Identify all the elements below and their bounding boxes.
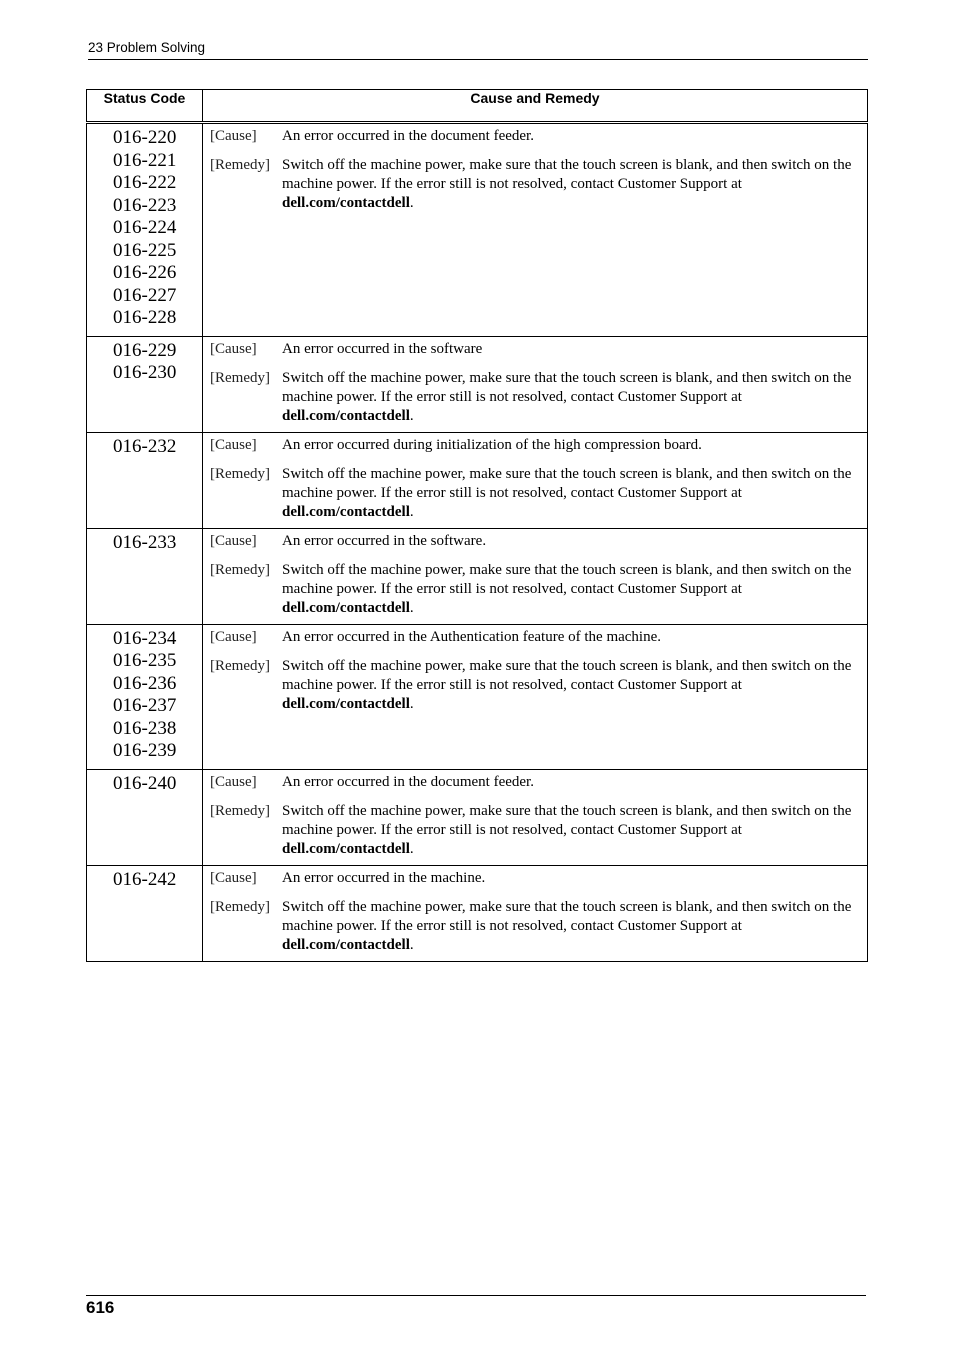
- cause-text: An error occurred during initialization of the high compression board.: [282, 436, 702, 453]
- status-code: 016-229: [113, 339, 177, 361]
- table-row: [87, 865, 868, 961]
- footer-divider: [86, 1295, 866, 1296]
- remedy-end: .: [409, 407, 414, 424]
- support-link[interactable]: dell.com/contactdell: [282, 407, 410, 424]
- remedy-tag: [Remedy]: [210, 369, 270, 386]
- table-row: [87, 624, 868, 769]
- remedy-text: Switch off the machine power, make sure that the touch screen is blank, and then switch on the machine power. If the error still is not resolved, contact Customer Support at: [282, 561, 852, 597]
- status-code-cell: [87, 769, 203, 865]
- remedy-tag: [Remedy]: [210, 157, 270, 173]
- remedy-end: .: [409, 695, 414, 712]
- support-link[interactable]: dell.com/contactdell: [282, 503, 410, 520]
- cause-remedy-cell: [203, 769, 868, 865]
- status-code: 016-238: [113, 717, 177, 739]
- status-code: 016-224: [113, 217, 177, 238]
- remedy-text: Switch off the machine power, make sure that the touch screen is blank, and then switch on the machine power. If the error still is not resolved, contact Customer Support at: [282, 802, 852, 838]
- cause-remedy-cell: [203, 432, 868, 528]
- cause-entry: [210, 127, 859, 146]
- cause-tag: [Cause]: [210, 128, 257, 144]
- cause-tag: [Cause]: [210, 340, 257, 357]
- status-code-cell: [87, 123, 203, 337]
- status-code: 016-223: [113, 194, 177, 216]
- cause-entry: [210, 628, 859, 647]
- cause-text: An error occurred in the software.: [282, 532, 487, 549]
- status-code: 016-236: [113, 672, 177, 694]
- cause-tag: [Cause]: [210, 628, 257, 645]
- status-code: 016-242: [113, 868, 177, 890]
- status-code: 016-226: [113, 262, 177, 283]
- remedy-entry: [210, 156, 859, 213]
- remedy-entry: [210, 657, 859, 714]
- cause-entry: [210, 869, 859, 888]
- table-header-row: [87, 90, 868, 123]
- remedy-tag: [Remedy]: [210, 561, 270, 578]
- cause-text: An error occurred in the document feeder.: [282, 773, 534, 790]
- support-link[interactable]: dell.com/contactdell: [282, 195, 410, 211]
- status-code: 016-225: [113, 239, 177, 261]
- status-code: 016-239: [113, 740, 177, 761]
- status-code: 016-233: [113, 531, 177, 553]
- status-code-cell: [87, 624, 203, 769]
- status-code-cell: [87, 865, 203, 961]
- status-code: 016-221: [113, 149, 177, 171]
- remedy-text: Switch off the machine power, make sure that the touch screen is blank, and then switch on the machine power. If the error still is not resolved, contact Customer Support at: [282, 465, 852, 501]
- cause-remedy-cell: [203, 123, 868, 337]
- remedy-text-block: [282, 657, 859, 714]
- remedy-text: Switch off the machine power, make sure that the touch screen is blank, and then switch on the machine power. If the error still is not resolved, contact Customer Support at: [282, 369, 852, 405]
- remedy-entry: [210, 898, 859, 955]
- cause-entry: [210, 340, 859, 359]
- status-code: 016-237: [113, 695, 177, 716]
- support-link[interactable]: dell.com/contactdell: [282, 840, 410, 857]
- status-code: 016-234: [113, 627, 177, 649]
- table-row: [87, 123, 868, 337]
- remedy-text-block: [282, 802, 859, 859]
- cause-remedy-cell: [203, 865, 868, 961]
- page-number: 616: [86, 1298, 115, 1317]
- remedy-text-block: [282, 898, 859, 955]
- cause-remedy-cell: [203, 528, 868, 624]
- status-code: 016-230: [113, 362, 177, 383]
- support-link[interactable]: dell.com/contactdell: [282, 599, 410, 616]
- cause-text: An error occurred in the document feeder.: [282, 128, 534, 144]
- remedy-text: Switch off the machine power, make sure that the touch screen is blank, and then switch on the machine power. If the error still is not resolved, contact Customer Support at: [282, 898, 852, 934]
- remedy-tag: [Remedy]: [210, 465, 270, 482]
- status-code: 016-240: [113, 772, 177, 794]
- status-code-cell: [87, 432, 203, 528]
- remedy-text-block: [282, 561, 859, 618]
- remedy-end: .: [409, 195, 414, 211]
- cause-remedy-column-header: Cause and Remedy: [203, 90, 868, 123]
- remedy-end: .: [409, 599, 414, 616]
- cause-remedy-cell: [203, 336, 868, 432]
- remedy-end: .: [409, 936, 414, 953]
- status-code: 016-227: [113, 284, 177, 306]
- status-code: 016-222: [113, 172, 177, 193]
- remedy-text: Switch off the machine power, make sure that the touch screen is blank, and then switch on the machine power. If the error still is not resolved, contact Customer Support at: [282, 657, 852, 693]
- cause-tag: [Cause]: [210, 773, 257, 790]
- remedy-text-block: [282, 465, 859, 522]
- status-code: 016-220: [113, 127, 177, 148]
- cause-tag: [Cause]: [210, 436, 257, 453]
- remedy-text-block: [282, 369, 859, 426]
- cause-entry: [210, 773, 859, 792]
- status-code-column-header: Status Code: [87, 90, 203, 123]
- support-link[interactable]: dell.com/contactdell: [282, 695, 410, 712]
- remedy-tag: [Remedy]: [210, 898, 270, 915]
- status-code: 016-232: [113, 435, 177, 457]
- remedy-end: .: [409, 503, 414, 520]
- cause-text: An error occurred in the software: [282, 340, 483, 357]
- remedy-tag: [Remedy]: [210, 657, 270, 674]
- remedy-entry: [210, 465, 859, 522]
- cause-entry: [210, 532, 859, 551]
- remedy-text-block: [282, 156, 859, 213]
- table-row: [87, 432, 868, 528]
- cause-tag: [Cause]: [210, 869, 257, 886]
- cause-text: An error occurred in the machine.: [282, 869, 486, 886]
- remedy-entry: [210, 802, 859, 859]
- table-row: [87, 336, 868, 432]
- remedy-entry: [210, 561, 859, 618]
- remedy-entry: [210, 369, 859, 426]
- status-code-cell: [87, 336, 203, 432]
- support-link[interactable]: dell.com/contactdell: [282, 936, 410, 953]
- cause-text: An error occurred in the Authentication feature of the machine.: [282, 628, 662, 645]
- status-code: 016-235: [113, 650, 177, 671]
- table-body: [87, 123, 868, 962]
- table-row: [87, 528, 868, 624]
- cause-entry: [210, 436, 859, 455]
- status-code-table: [86, 89, 868, 962]
- running-header: 23 Problem Solving: [88, 40, 868, 60]
- cause-tag: [Cause]: [210, 532, 257, 549]
- status-code-cell: [87, 528, 203, 624]
- status-code: 016-228: [113, 307, 177, 328]
- remedy-text: Switch off the machine power, make sure that the touch screen is blank, and then switch on the machine power. If the error still is not resolved, contact Customer Support at: [282, 157, 852, 192]
- table-row: [87, 769, 868, 865]
- remedy-end: .: [409, 840, 414, 857]
- cause-remedy-cell: [203, 624, 868, 769]
- remedy-tag: [Remedy]: [210, 802, 270, 819]
